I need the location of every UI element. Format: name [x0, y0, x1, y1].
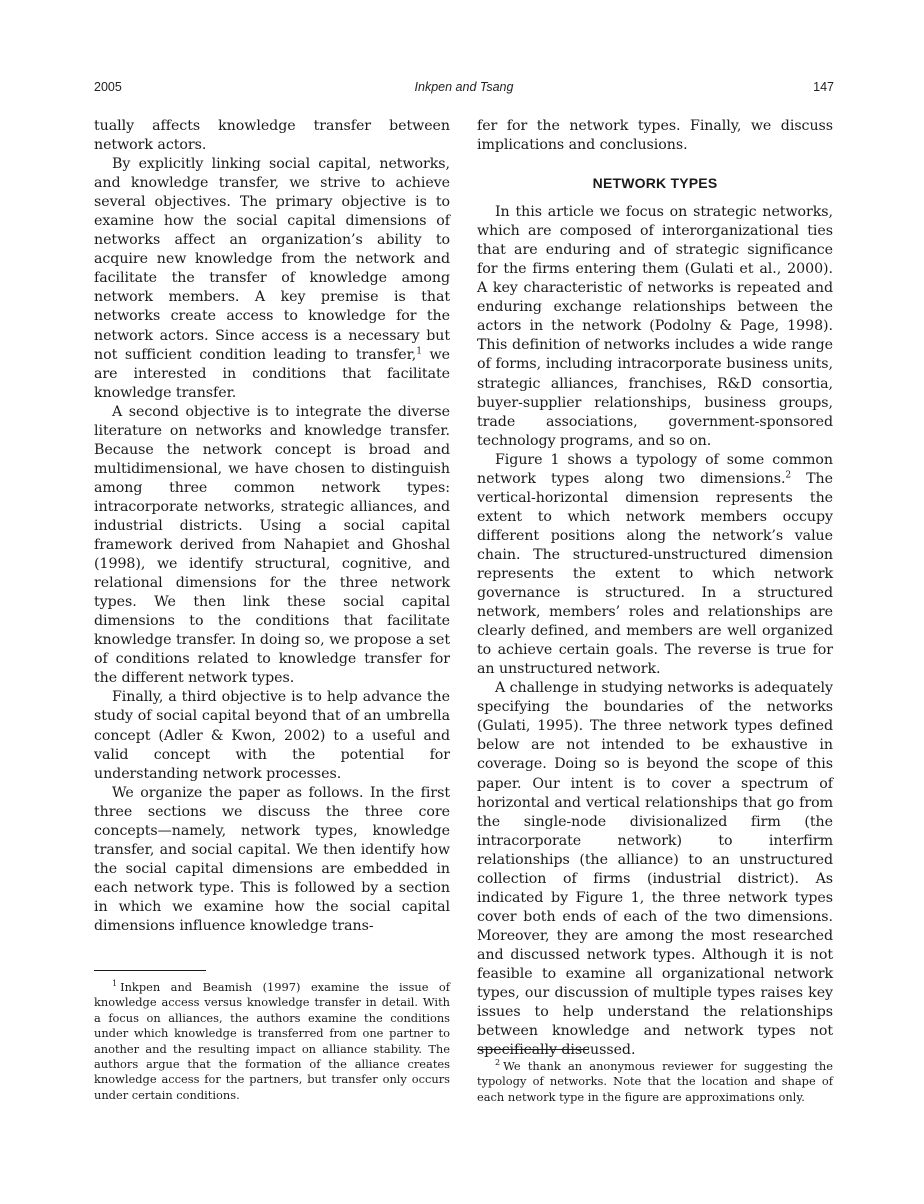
right-column — [477, 117, 833, 1060]
running-head — [94, 80, 834, 98]
footnote-text — [477, 1059, 833, 1105]
footnote-number: 2 — [495, 1058, 501, 1068]
paragraph: A second objective is to integrate the diverse literature on networks and knowledge transfer. Because the network concept is broad and multidimensional, we have chosen to distinguish among three common network types: intracorporate networks, strategic alliances, and industrial districts. Using a social capital framework derived from Nahapiet and Ghoshal (1998), we identify structural, cognitive, and relational dimensions for the three network types. We then link these social capital dimensions to the conditions that facilitate knowledge transfer. In doing so, we propose a set of conditions related to knowledge transfer for the different network types. — [94, 403, 450, 687]
paragraph: In this article we focus on strategic networks, which are composed of interorganizational ties that are enduring and of strategic significance for the firms entering them (Gulati et al., 2000). A key characteristic of networks is repeated and enduring exchange relationships between the actors in the network (Podolny & Page, 1998). This definition of networks includes a wide range of forms, including intracorporate business units, strategic alliances, franchises, R&D consortia, buyer-supplier relationships, business groups, trade associations, government-sponsored technology programs, and so on. — [477, 204, 833, 449]
footnote-1 — [94, 970, 450, 1103]
left-column — [94, 117, 450, 936]
footnote-ref-2[interactable]: 2 — [785, 470, 792, 481]
paragraph: We organize the paper as follows. In the first three sections we discuss the three core concepts—namely, network types, knowledge transfer, and social capital. We then identify how the social capital dimensions are embedded in each network type. This is followed by a section in which we examine how the social capital dimensions influence knowledge trans- — [94, 784, 450, 934]
footnote-2 — [477, 1049, 833, 1105]
footnote-ref-1[interactable]: 1 — [416, 345, 422, 356]
running-head-authors: Inkpen and Tsang — [414, 80, 514, 94]
section-heading: NETWORK TYPES — [592, 175, 718, 192]
paragraph: A challenge in studying networks is adequately specifying the boundaries of the networks (Gulati, 1995). The three network types defined below are not intended to be exhaustive in coverage. Doing so is beyond the scope of this paper. Our intent is to cover a spectrum of horizontal and vertical relationships that go from the single-node divisionalized firm (the intracorporate network) to interfirm relationships (the alliance) to an unstructured collection of firms (industrial district). As indicated by Figure 1, the three network types cover both ends of each of the two dimensions. Moreover, they are among the most researched and discussed network types. Although it is not feasible to examine all organizational network types, our discussion of multiple types raises key issues to help understand the relationships between knowledge and network types not specifically discussed. — [477, 680, 833, 1059]
paragraph-text: we are interested in conditions that facilitate knowledge transfer. — [94, 346, 451, 401]
footnote-text — [94, 980, 450, 1103]
footnote-body: We thank an anonymous reviewer for suggesting the typology of networks. Note that the location and shape of each network type in the figure are approximations only. — [477, 1059, 833, 1104]
footnote-number: 1 — [112, 979, 118, 989]
journal-year: 2005 — [94, 80, 122, 94]
paragraph — [94, 155, 450, 403]
footnote-rule — [94, 970, 206, 971]
paragraph: tually affects knowledge transfer between network actors. — [94, 118, 450, 154]
page-number: 147 — [813, 80, 834, 94]
footnote-body: Inkpen and Beamish (1997) examine the issue of knowledge access versus knowledge transfer in detail. With a focus on alliances, the authors examine the conditions under which knowledge is transferred from one partner to another and the resulting impact on alliance stability. The authors argue that the formation of the alliance creates knowledge access for the partners, but transfer only occurs under certain conditions. — [94, 980, 450, 1102]
paragraph-text: By explicitly linking social capital, networks, and knowledge transfer, we strive to achieve several objectives. The primary objective is to examine how the social capital dimensions of networks affect an organization’s ability to acquire new knowledge from the network and facilitate the transfer of knowledge among network members. A key premise is that networks create access to knowledge for the network actors. Since access is a necessary but not sufficient condition leading to transfer, — [94, 156, 450, 363]
paragraph — [477, 451, 833, 680]
paragraph: fer for the network types. Finally, we discuss implications and conclusions. — [477, 118, 833, 154]
paragraph-text: The vertical-horizontal dimension represents the extent to which network members occupy different positions along the network’s value chain. The structured-unstructured dimension represents the extent to which network governance is structured. In a structured network, members’ roles and relationships are clearly defined, and members are well organized to achieve certain goals. The reverse is true for an unstructured network. — [477, 470, 833, 678]
paragraph: Finally, a third objective is to help advance the study of social capital beyond that of an umbrella concept (Adler & Kwon, 2002) to a useful and valid concept with the potential for understanding network processes. — [94, 689, 450, 782]
footnote-rule — [477, 1049, 589, 1050]
paragraph-text: Figure 1 shows a typology of some common network types along two dimensions. — [477, 451, 833, 487]
